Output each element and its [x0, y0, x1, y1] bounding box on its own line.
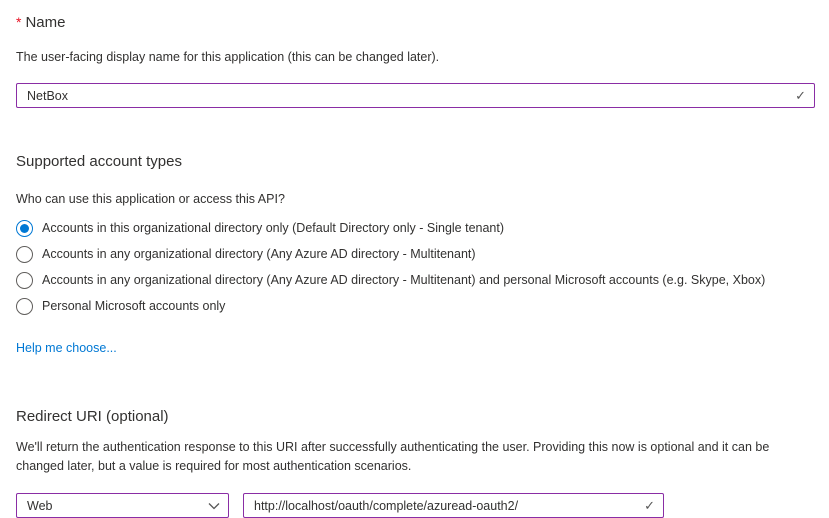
radio-button-icon[interactable] — [16, 220, 33, 237]
radio-option-label: Accounts in any organizational directory (Any Azure AD directory - Multitenant) — [42, 247, 476, 261]
valid-checkmark-icon: ✓ — [795, 87, 806, 103]
name-title-text: Name — [25, 14, 66, 31]
radio-option-label: Accounts in this organizational directory only (Default Directory only - Single tenant) — [42, 221, 505, 235]
platform-select[interactable] — [16, 493, 229, 518]
platform-select-value: Web — [27, 498, 53, 513]
radio-button-icon[interactable] — [16, 272, 33, 289]
radio-option-multitenant-personal[interactable] — [16, 267, 815, 293]
radio-option-personal-only[interactable] — [16, 293, 815, 319]
redirect-uri-title: Redirect URI (optional) — [16, 408, 169, 425]
radio-dot — [20, 224, 29, 233]
radio-option-single-tenant[interactable] — [16, 215, 815, 241]
radio-option-multitenant[interactable] — [16, 241, 815, 267]
required-asterisk: * — [16, 14, 22, 30]
redirect-uri-row — [16, 493, 815, 518]
name-description: The user-facing display name for this application (this can be changed later). — [16, 50, 440, 64]
account-types-title: Supported account types — [16, 153, 182, 170]
redirect-uri-input-container — [243, 493, 664, 518]
radio-button-icon[interactable] — [16, 246, 33, 263]
radio-option-label: Accounts in any organizational directory (Any Azure AD directory - Multitenant) and personal Microsoft accounts (e.g. Skype, Xbox) — [42, 273, 766, 287]
name-section-title — [16, 12, 815, 33]
valid-checkmark-icon: ✓ — [644, 497, 655, 513]
redirect-uri-input[interactable] — [244, 494, 663, 517]
account-types-question: Who can use this application or access this API? — [16, 192, 285, 206]
redirect-uri-description: We'll return the authentication response to this URI after successfully authenticating the user. Providing this now is optional and it can be changed later, but a value is required for most authentication scenarios. — [16, 440, 770, 473]
radio-button-icon[interactable] — [16, 298, 33, 315]
chevron-down-icon — [208, 502, 220, 510]
name-input-container — [16, 83, 815, 108]
radio-option-label: Personal Microsoft accounts only — [42, 299, 226, 313]
name-input[interactable] — [17, 84, 814, 107]
help-me-choose-link[interactable]: Help me choose... — [16, 341, 117, 355]
